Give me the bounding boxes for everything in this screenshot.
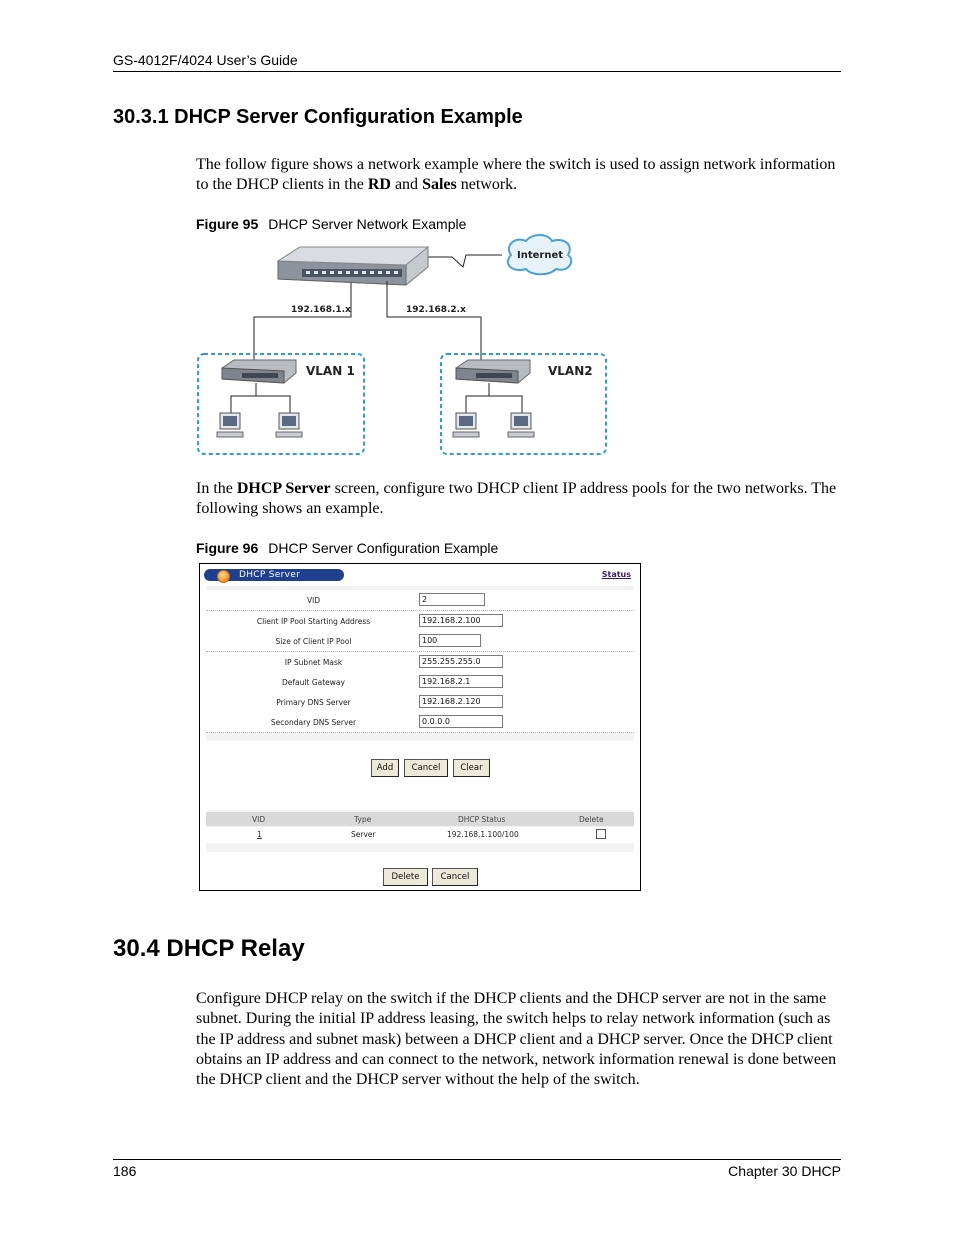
vlan2-switch-icon	[456, 360, 530, 383]
clear-button[interactable]	[453, 759, 490, 777]
button-label: Delete	[391, 872, 420, 882]
figure-95-caption	[196, 216, 466, 232]
vlan1-pc2-icon	[276, 413, 302, 437]
section-heading-30-3-1: 30.3.1 DHCP Server Configuration Example	[113, 106, 523, 128]
title-bullet-icon	[217, 570, 230, 583]
text-run: The follow figure shows a network example where the switch is used to assign network information to the DHCP clients in the	[196, 156, 836, 194]
vid-input[interactable]: 2	[419, 593, 485, 606]
subnet1-label: 192.168.1.x	[291, 305, 351, 315]
add-button[interactable]	[371, 759, 399, 777]
field-label: Primary DNS Server	[276, 698, 351, 707]
field-label: Size of Client IP Pool	[275, 637, 352, 646]
figure-title: DHCP Server Network Example	[268, 216, 467, 232]
vlan1-switch-icon	[222, 360, 296, 383]
running-header: GS-4012F/4024 User’s Guide	[113, 52, 298, 68]
secondary-dns-input[interactable]: 0.0.0.0	[419, 715, 503, 728]
pool-table-header	[206, 812, 634, 826]
vlan2-pc1-icon	[453, 413, 479, 437]
button-label: Cancel	[440, 872, 470, 882]
column-header-type: Type	[354, 815, 372, 824]
bold-term-rd: RD	[367, 176, 391, 194]
field-row-pool-start	[206, 611, 634, 632]
vlan2-label: VLAN2	[548, 364, 593, 378]
vid-link[interactable]: 1	[257, 830, 262, 839]
chapter-label: Chapter 30 DHCP	[728, 1163, 841, 1179]
status-link[interactable]: Status	[601, 570, 631, 579]
column-header-delete: Delete	[579, 815, 604, 824]
table-row	[206, 827, 634, 843]
field-row-subnet-mask	[206, 652, 634, 673]
pool-size-input[interactable]: 100	[419, 634, 481, 647]
figure-number: Figure 95	[196, 216, 259, 232]
delete-button[interactable]	[383, 868, 428, 886]
page-number: 186	[113, 1163, 137, 1179]
field-row-gateway	[206, 672, 634, 693]
field-row-pool-size	[206, 631, 634, 652]
dhcp-status-cell: 192.168.1.100/100	[447, 830, 519, 839]
cancel-button[interactable]	[404, 759, 448, 777]
field-label: Default Gateway	[282, 678, 345, 687]
field-label: IP Subnet Mask	[284, 658, 343, 667]
dhcp-relay-paragraph: Configure DHCP relay on the switch if the DHCP clients and the DHCP server are not in the same subnet. During the initial IP address leasing, the switch helps to relay network information (such as the IP address and subnet mask) between a DHCP client and a DHCP server. Once the DHCP client obtains an IP address and can connect to the network, network information renewal is done between the DHCP client and the DHCP server without the help of the switch.	[196, 990, 837, 1089]
header-rule	[113, 71, 841, 72]
text-run: network.	[456, 176, 518, 194]
vlan1-pc1-icon	[217, 413, 243, 437]
field-row-vid	[206, 590, 634, 611]
text-run: screen, configure two DHCP client IP address pools for the two networks. The following shows an example.	[196, 480, 837, 518]
field-label: Secondary DNS Server	[270, 718, 357, 727]
network-diagram	[196, 233, 608, 458]
figure-title: DHCP Server Configuration Example	[268, 540, 499, 556]
delete-checkbox[interactable]	[596, 829, 606, 839]
intro-paragraph	[196, 155, 841, 196]
field-row-primary-dns	[206, 692, 634, 713]
pool-start-input[interactable]: 192.168.2.100	[419, 614, 503, 627]
section-heading-30-4: 30.4 DHCP Relay	[113, 935, 305, 962]
field-label: VID	[306, 596, 321, 605]
vlan1-label: VLAN 1	[306, 364, 355, 378]
button-label: Cancel	[411, 763, 441, 773]
type-cell: Server	[351, 830, 376, 839]
figure-number: Figure 96	[196, 540, 259, 556]
bold-term-dhcp-server: DHCP Server	[236, 480, 331, 497]
field-row-secondary-dns	[206, 712, 634, 733]
core-switch-icon	[278, 247, 428, 285]
gateway-input[interactable]: 192.168.2.1	[419, 675, 503, 688]
bold-term-sales: Sales	[422, 176, 457, 194]
primary-dns-input[interactable]: 192.168.2.120	[419, 695, 503, 708]
bottom-cancel-button[interactable]	[432, 868, 478, 886]
button-label: Clear	[460, 763, 483, 773]
subnet-mask-input[interactable]: 255.255.255.0	[419, 655, 503, 668]
screen-title: DHCP Server	[239, 570, 301, 580]
figure-96-caption	[196, 540, 498, 556]
text-run: In the	[196, 480, 237, 497]
column-header-dhcp-status: DHCP Status	[458, 815, 506, 824]
dhcp-server-paragraph	[196, 479, 841, 520]
field-label: Client IP Pool Starting Address	[256, 617, 371, 626]
internet-label: Internet	[517, 250, 564, 261]
vlan2-pc2-icon	[508, 413, 534, 437]
footer-rule	[113, 1159, 841, 1160]
text-run: and	[390, 176, 423, 194]
button-label: Add	[376, 763, 394, 773]
subnet2-label: 192.168.2.x	[406, 305, 466, 315]
column-header-vid: VID	[252, 815, 266, 824]
dhcp-server-screen	[199, 563, 641, 891]
